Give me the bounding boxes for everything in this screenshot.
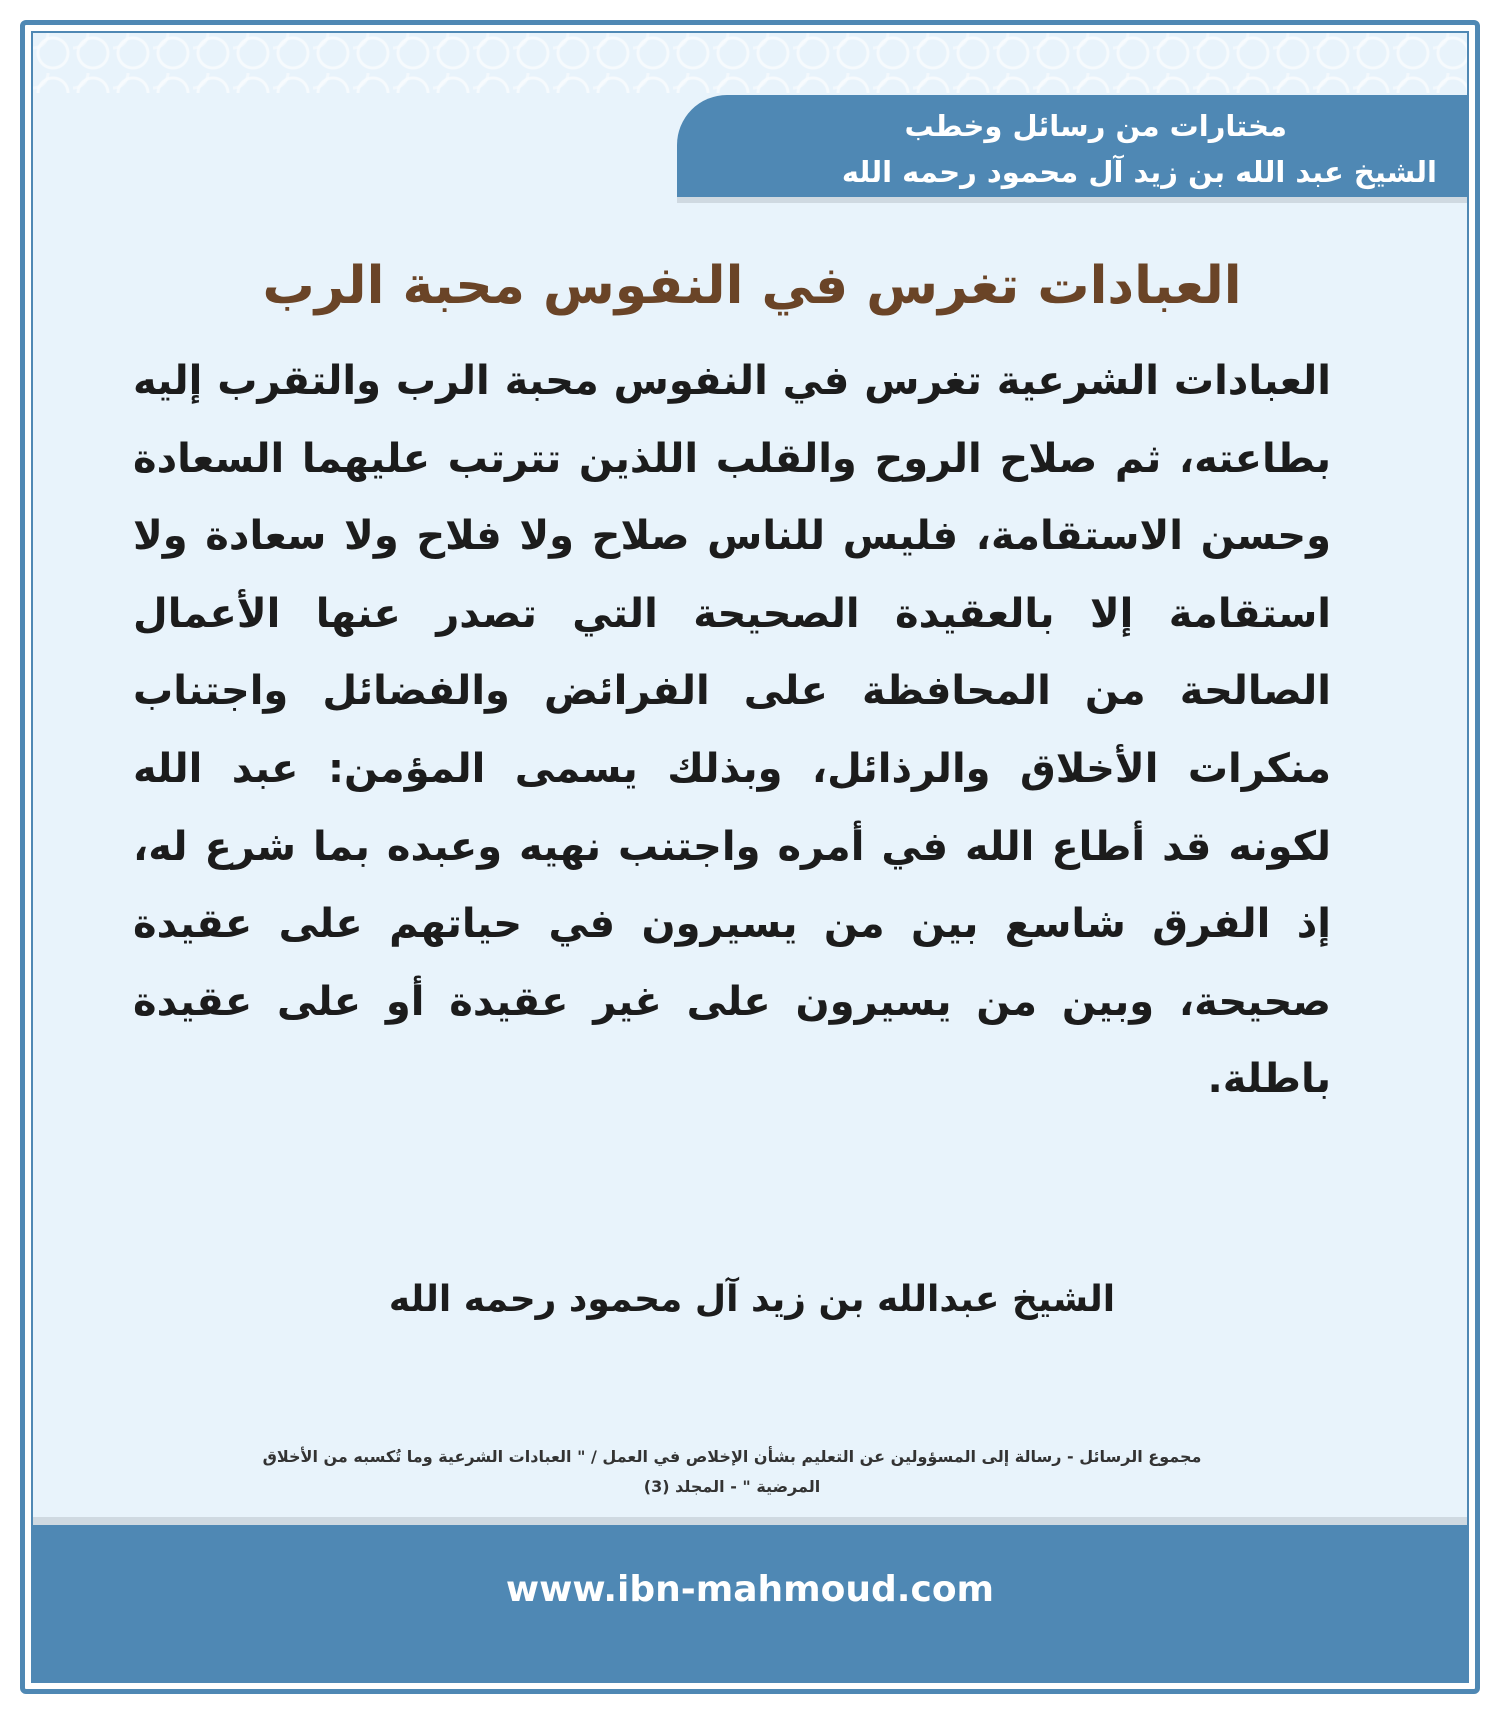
source-line-1: مجموع الرسائل - رسالة إلى المسؤولين عن التعليم بشأن الإخلاص في العمل / " العبادات الشرعية وما تُكسبه من الأخلاق <box>262 1447 1202 1466</box>
website-link[interactable]: www.ibn-mahmoud.com <box>505 1569 995 1610</box>
decorative-pattern <box>33 33 1467 93</box>
header <box>697 103 1437 195</box>
card <box>31 31 1469 1683</box>
signature: الشيخ عبدالله بن زيد آل محمود رحمه الله <box>388 1279 1116 1320</box>
page-title: العبادات تغرس في النفوس محبة الرب <box>262 256 1242 316</box>
source-citation <box>133 1442 1331 1502</box>
source-line-2: المرضية " - المجلد (3) <box>643 1477 821 1496</box>
footer-band <box>33 1517 1467 1681</box>
header-line-1: مختارات من رسائل وخطب <box>904 109 1287 143</box>
header-line-2: الشيخ عبد الله بن زيد آل محمود رحمه الله <box>841 155 1437 189</box>
article-body: العبادات الشرعية تغرس في النفوس محبة الرب والتقرب إليه بطاعته، ثم صلاح الروح والقلب اللذين تترتب عليهما السعادة وحسن الاستقامة، فليس للناس صلاح ولا فلاح ولا سعادة ولا استقامة إلا بالعقيدة الصحيحة التي تصدر عنها الأعمال الصالحة من المحافظة على الفرائض والفضائل واجتناب منكرات الأخلاق والرذائل، وبذلك يسمى المؤمن: عبد الله لكونه قد أطاع الله في أمره واجتنب نهيه وعبده بما شرع له، إذ الفرق شاسع بين من يسيرون في حياتهم على عقيدة صحيحة، وبين من يسيرون على غير عقيدة أو على عقيدة باطلة. <box>133 358 1331 1103</box>
